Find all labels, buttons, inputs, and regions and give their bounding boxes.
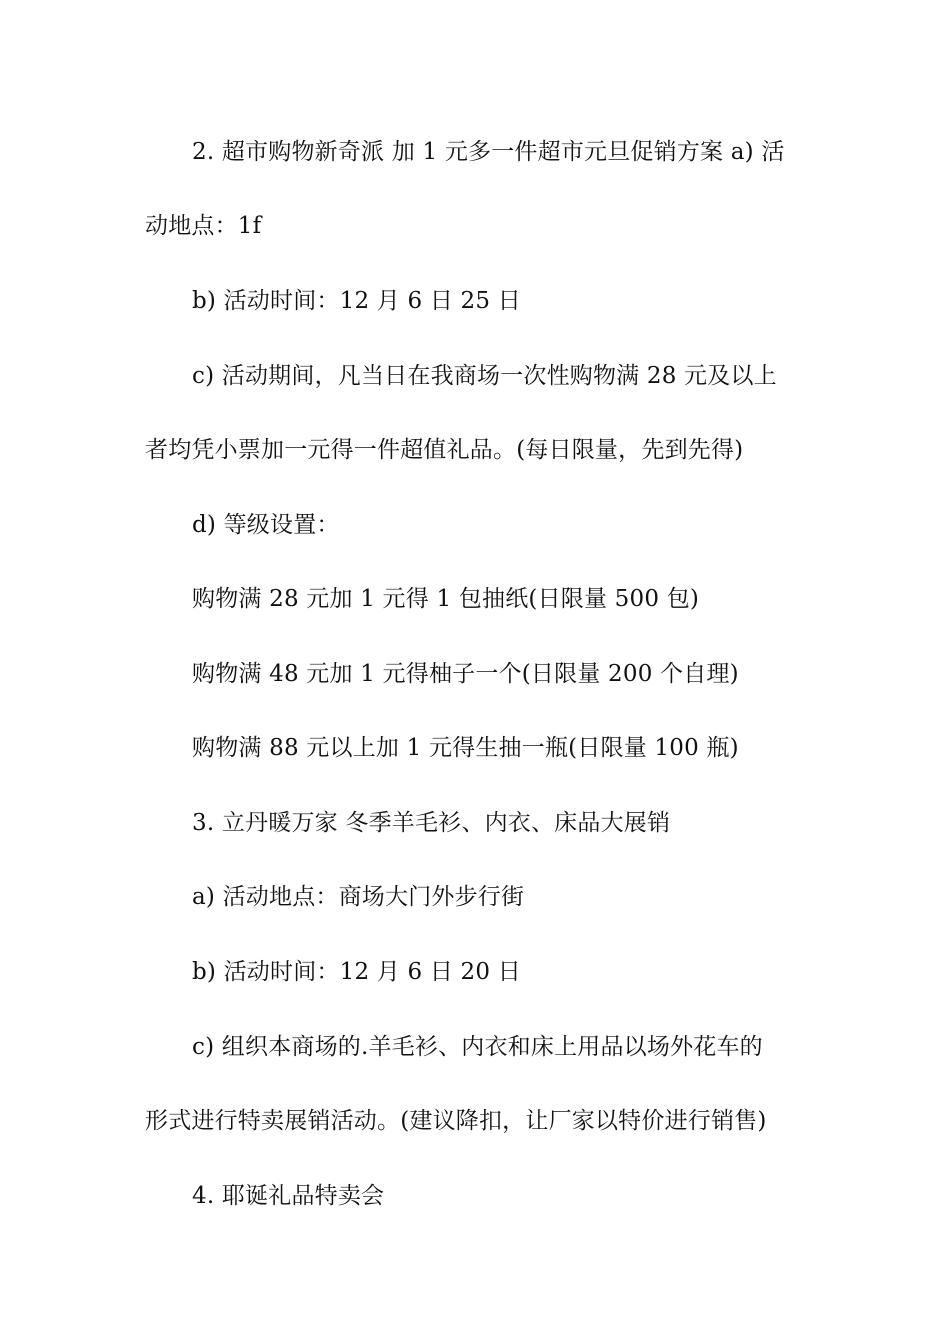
heading-item-3: 3. 立丹暖万家 冬季羊毛衫、内衣、床品大展销: [192, 810, 671, 836]
tier-item-2: 购物满 48 元加 1 元得柚子一个(日限量 200 个自理): [192, 661, 739, 687]
list-item-c: c) 组织本商场的.羊毛衫、内衣和床上用品以场外花车的: [192, 1034, 763, 1060]
list-item-b: b) 活动时间：12 月 6 日 20 日: [192, 959, 521, 985]
paragraph-line: 形式进行特卖展销活动。(建议降扣，让厂家以特价进行销售): [145, 1108, 767, 1134]
tier-item-3: 购物满 88 元以上加 1 元得生抽一瓶(日限量 100 瓶): [192, 735, 739, 761]
heading-item-4: 4. 耶诞礼品特卖会: [192, 1183, 385, 1209]
list-item-a: a) 活动地点：商场大门外步行街: [192, 884, 525, 910]
list-item-d: d) 等级设置：: [192, 512, 340, 538]
heading-item-2: 2. 超市购物新奇派 加 1 元多一件超市元旦促销方案 a) 活: [192, 139, 785, 165]
list-item-c: c) 活动期间，凡当日在我商场一次性购物满 28 元及以上: [192, 363, 777, 389]
paragraph-line: 者均凭小票加一元得一件超值礼品。(每日限量，先到先得): [145, 437, 744, 463]
tier-item-1: 购物满 28 元加 1 元得 1 包抽纸(日限量 500 包): [192, 586, 700, 612]
list-item-b: b) 活动时间：12 月 6 日 25 日: [192, 288, 521, 314]
paragraph-line: 动地点：1f: [145, 213, 262, 239]
